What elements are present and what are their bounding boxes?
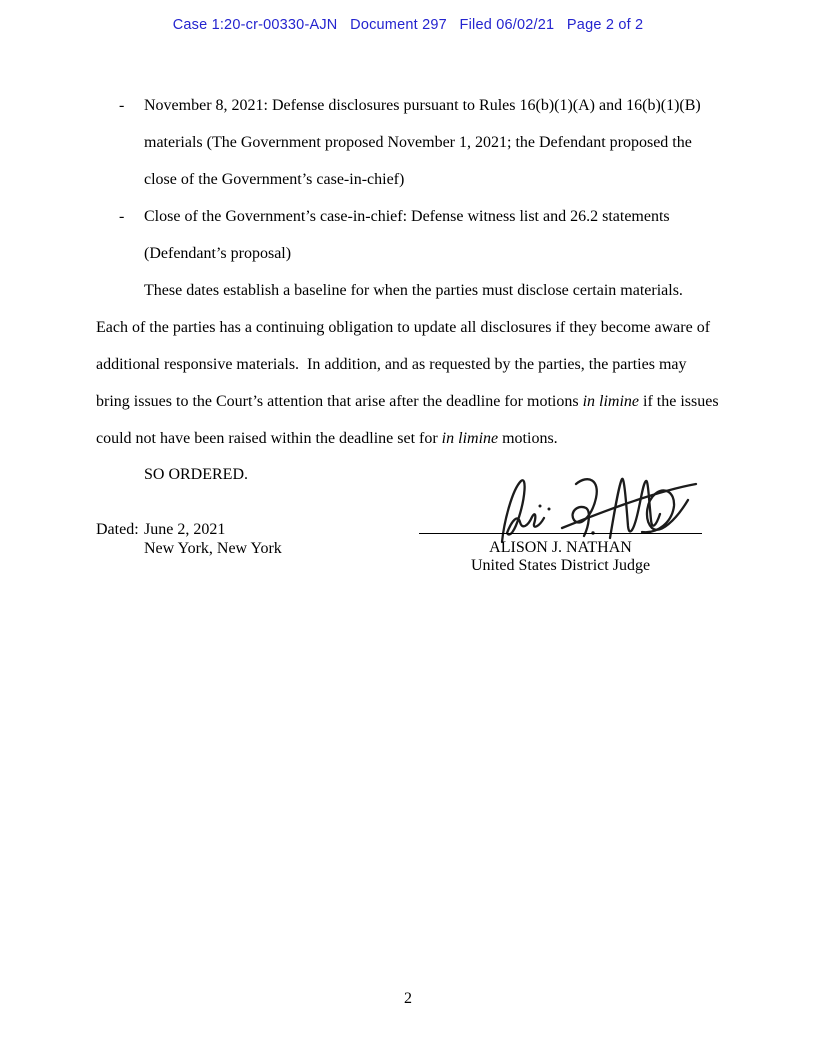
body-text-segment: if the issues xyxy=(639,393,719,410)
bullet-line: materials (The Government proposed November 1, 2021; the Defendant proposed the xyxy=(144,134,692,151)
body-text-segment: could not have been raised within the deadline set for xyxy=(96,430,442,447)
dated-date: June 2, 2021 xyxy=(144,521,226,538)
body-line: Each of the parties has a continuing obligation to update all disclosures if they become aware of xyxy=(96,319,711,336)
judge-title: United States District Judge xyxy=(470,557,651,574)
bullet-marker: - xyxy=(119,208,125,225)
body-line xyxy=(96,430,558,448)
bullet-line: Close of the Government’s case-in-chief: Defense witness list and 26.2 statements xyxy=(144,208,670,225)
judge-signature-icon xyxy=(476,452,688,532)
dated-label: Dated: xyxy=(96,521,139,538)
body-text-segment: bring issues to the Court’s attention that arise after the deadline for motions xyxy=(96,393,583,410)
italic-phrase: in limine xyxy=(441,430,499,447)
bullet-line: close of the Government’s case-in-chief) xyxy=(144,171,405,188)
bullet-marker: - xyxy=(119,97,125,114)
signature-line xyxy=(419,533,702,534)
page-number: 2 xyxy=(404,990,412,1007)
dated-place: New York, New York xyxy=(144,540,282,557)
italic-phrase: in limine xyxy=(582,393,639,410)
body-line: These dates establish a baseline for when the parties must disclose certain materials. xyxy=(144,282,683,299)
judge-name: ALISON J. NATHAN xyxy=(489,539,632,556)
so-ordered-text: SO ORDERED. xyxy=(144,466,249,483)
body-line: additional responsive materials. In addition, and as requested by the parties, the parties may xyxy=(96,356,687,373)
bullet-line: (Defendant’s proposal) xyxy=(144,245,292,262)
case-stamp: Case 1:20-cr-00330-AJN Document 297 Filed 06/02/21 Page 2 of 2 xyxy=(172,17,644,33)
body-text-segment: motions. xyxy=(498,430,558,447)
bullet-line: November 8, 2021: Defense disclosures pursuant to Rules 16(b)(1)(A) and 16(b)(1)(B) xyxy=(144,97,701,114)
body-line xyxy=(96,393,719,411)
